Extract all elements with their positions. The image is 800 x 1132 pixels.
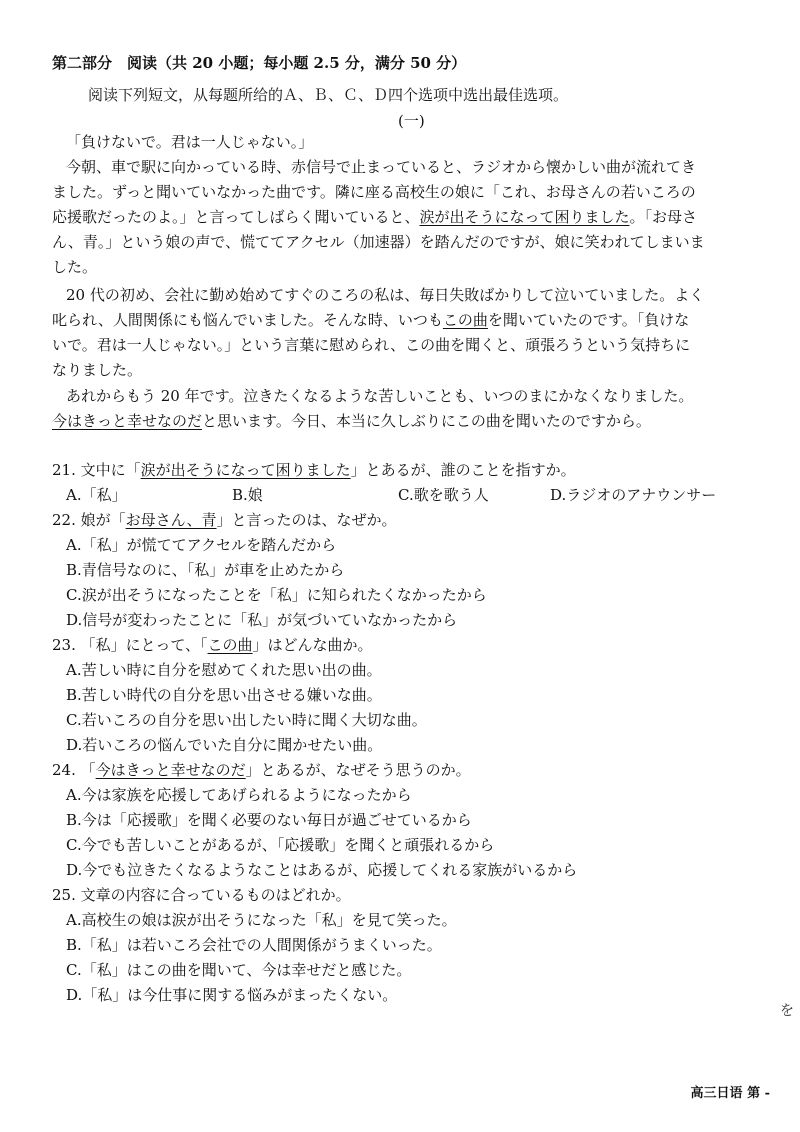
passage-title-line: 「負けないで。君は一人じゃない。」 xyxy=(66,133,314,151)
q22-option-d[interactable]: D.信号が変わったことに「私」が気づいていなかったから xyxy=(66,611,458,629)
q21-option-b[interactable]: B.娘 xyxy=(232,486,263,504)
underlined-phrase-tears: 涙が出そうになって困りました xyxy=(419,208,630,226)
paragraph-1 xyxy=(52,155,762,280)
q25-option-a[interactable]: A.高校生の娘は涙が出そうになった「私」を見て笑った。 xyxy=(66,911,457,929)
p2-line-2 xyxy=(52,308,762,333)
question-25-stem: 25. 文章の内容に合っているものはどれか。 xyxy=(52,886,351,904)
q22-option-a[interactable]: A.「私」が慌ててアクセルを踏んだから xyxy=(66,536,337,554)
question-21-options xyxy=(52,483,772,508)
q21-stem-b: 」とあるが、誰のことを指すか。 xyxy=(350,461,576,479)
paragraph-2 xyxy=(52,283,762,383)
p1-line-4: ん、青。」という娘の声で、慌ててアクセル（加速器）を踏んだのですが、娘に笑われてしまいま xyxy=(52,233,705,251)
p2-line-3: いで。君は一人じゃない。」という言葉に慰められ、この曲を聞くと、頑張ろうという気持ちに xyxy=(52,336,691,354)
p1-line-3-b: 。「お母さ xyxy=(629,208,698,226)
q22-option-c[interactable]: C.涙が出そうになったことを「私」に知られたくなかったから xyxy=(66,586,487,604)
p1-line-2: ました。ずっと聞いていなかった曲です。隣に座る高校生の娘に「これ、お母さんの若いころの xyxy=(52,183,696,201)
q22-option-b[interactable]: B.青信号なのに、「私」が車を止めたから xyxy=(66,561,345,579)
edge-mark: を xyxy=(780,1003,794,1019)
passage-title xyxy=(52,130,762,155)
instruction-text: 阅读下列短文，从每题所给的Ａ、Ｂ、Ｃ、Ｄ四个选项中选出最佳选项。 xyxy=(88,86,569,104)
q21-option-a[interactable]: A.「私」 xyxy=(66,486,127,504)
q22-stem-underlined: お母さん、青 xyxy=(125,511,217,529)
underlined-phrase-happy: 今はきっと幸せなのだ xyxy=(52,412,203,430)
q23-option-c[interactable]: C.若いころの自分を思い出したい時に聞く大切な曲。 xyxy=(66,711,427,729)
question-22-stem xyxy=(52,508,772,533)
q23-stem-underlined: この曲 xyxy=(207,636,253,654)
q21-option-d[interactable]: D.ラジオのアナウンサー xyxy=(550,486,717,504)
question-21-stem xyxy=(52,458,772,483)
p3-line-2 xyxy=(52,409,762,434)
q24-option-a[interactable]: A.今は家族を応援してあげられるようになったから xyxy=(66,786,412,804)
p2-line-2-a: 叱られ、人間関係にも悩んでいました。そんな時、いつも xyxy=(52,311,443,329)
q21-stem-underlined: 涙が出そうになって困りました xyxy=(140,461,351,479)
question-24-stem xyxy=(52,758,772,783)
q25-option-c[interactable]: C.「私」はこの曲を聞いて、今は幸せだと感じた。 xyxy=(66,961,412,979)
p2-line-1: 20 代の初め、会社に勤め始めてすぐのころの私は、毎日失敗ばかりして泣いていました。よく xyxy=(66,286,705,304)
q23-option-d[interactable]: D.若いころの悩んでいた自分に聞かせたい曲。 xyxy=(66,736,383,754)
q22-stem-b: 」と言ったのは、なぜか。 xyxy=(216,511,397,529)
paragraph-3 xyxy=(52,384,762,434)
q24-stem-a: 24. 「 xyxy=(52,761,96,779)
p1-line-3 xyxy=(52,205,762,230)
p1-line-1: 今朝、車で駅に向かっている時、赤信号で止まっていると、ラジオから懐かしい曲が流れてき xyxy=(66,158,697,176)
section-title: 第二部分 阅读（共 20 小题；每小题 2.5 分，满分 50 分） xyxy=(52,54,467,72)
p2-line-2-b: を聞いていたのです。「負けな xyxy=(487,311,690,329)
q24-option-c[interactable]: C.今でも苦しいことがあるが、「応援歌」を聞くと頑張れるから xyxy=(66,836,495,854)
q24-stem-b: 」とあるが、なぜそう思うのか。 xyxy=(245,761,471,779)
q21-option-c[interactable]: C.歌を歌う人 xyxy=(398,486,489,504)
p2-line-4: なりました。 xyxy=(52,361,143,379)
q23-stem-a: 23. 「私」にとって、「 xyxy=(52,636,208,654)
q22-stem-a: 22. 娘が「 xyxy=(52,511,126,529)
q24-stem-underlined: 今はきっと幸せなのだ xyxy=(95,761,246,779)
p3-line-1: あれからもう 20 年です。泣きたくなるような苦しいことも、いつのまにかなくなりました。 xyxy=(66,387,694,405)
passage-number: (一) xyxy=(398,112,425,130)
p3-line-2-b: と思います。今日、本当に久しぶりにこの曲を聞いたのですから。 xyxy=(202,412,651,430)
q23-option-a[interactable]: A.苦しい時に自分を慰めてくれた思い出の曲。 xyxy=(66,661,382,679)
question-23-stem xyxy=(52,633,772,658)
q23-stem-b: 」はどんな曲か。 xyxy=(252,636,373,654)
q25-option-d[interactable]: D.「私」は今仕事に関する悩みがまったくない。 xyxy=(66,986,398,1004)
q21-stem-a: 21. 文中に「 xyxy=(52,461,141,479)
p1-line-3-a: 応援歌だったのよ。」と言ってしばらく聞いていると、 xyxy=(52,208,420,226)
question-list xyxy=(52,458,772,1008)
q25-option-b[interactable]: B.「私」は若いころ会社での人間関係がうまくいった。 xyxy=(66,936,442,954)
q24-option-b[interactable]: B.今は「応援歌」を聞く必要のない毎日が過ごせているから xyxy=(66,811,472,829)
page-footer: 高三日语 第 - xyxy=(690,1086,770,1101)
q23-option-b[interactable]: B.苦しい時代の自分を思い出させる嫌いな曲。 xyxy=(66,686,382,704)
p1-line-5: した。 xyxy=(52,258,98,276)
underlined-phrase-song: この曲 xyxy=(442,311,488,329)
q24-option-d[interactable]: D.今でも泣きたくなるようなことはあるが、応援してくれる家族がいるから xyxy=(66,861,578,879)
